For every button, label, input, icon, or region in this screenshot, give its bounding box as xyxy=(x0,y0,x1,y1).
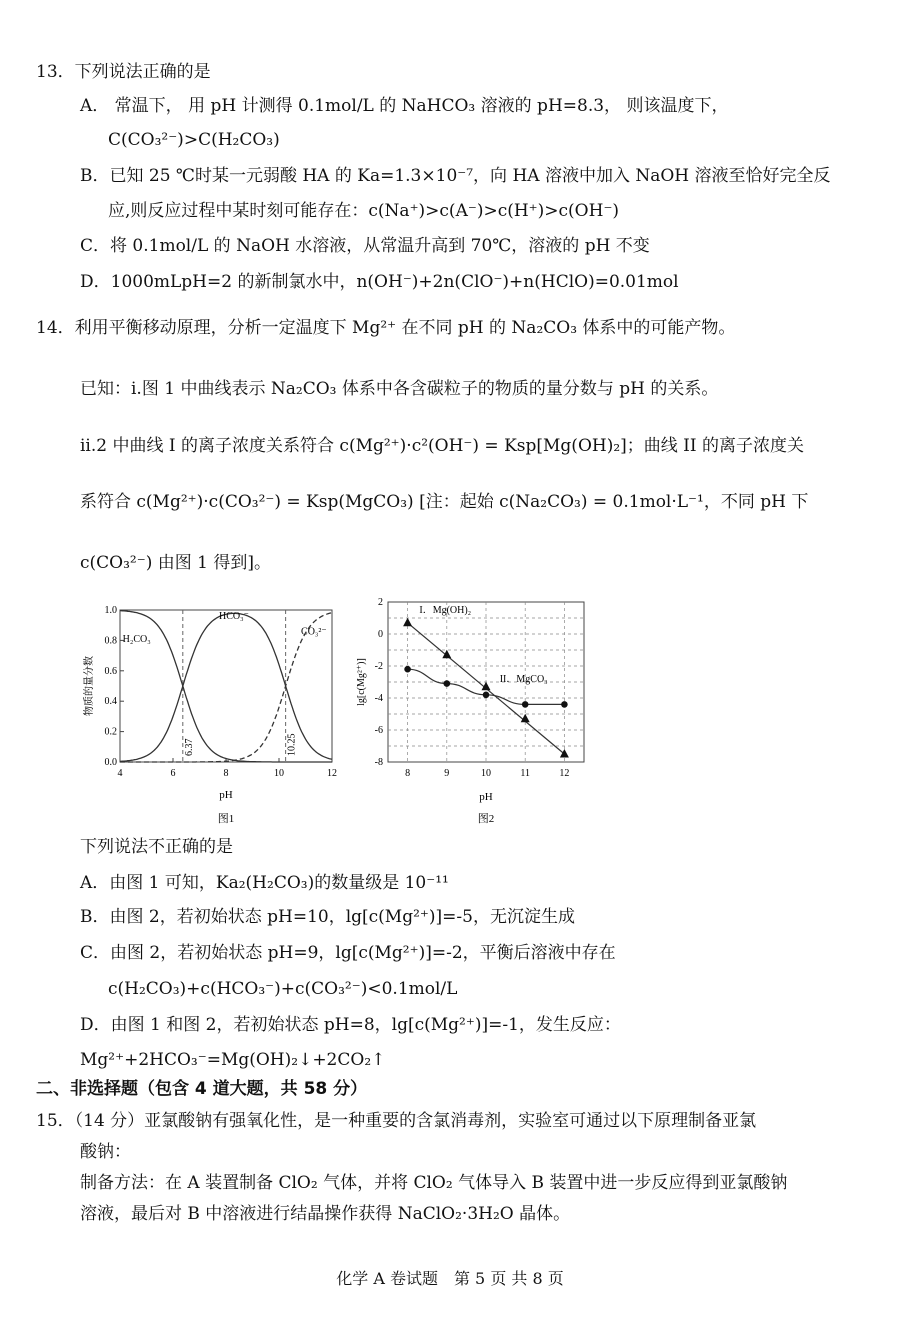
fig1-series-label: H₂CO₃ xyxy=(122,633,151,645)
q13-option-b-cont: 应,则反应过程中某时刻可能存在：c(Na⁺)>c(A⁻)>c(H⁺)>c(OH⁻) xyxy=(108,201,620,221)
fig1-y-tick-label: 0.2 xyxy=(104,726,117,738)
q14-option-a: A．由图 1 可知，Ka₂(H₂CO₃)的数量级是 10⁻¹¹ xyxy=(80,873,449,893)
q14-option-d: D．由图 1 和图 2，若初始状态 pH=8，lg[c(Mg²⁺)]=-1，发生反应： xyxy=(80,1015,621,1035)
fig1-y-tick-label: 1.0 xyxy=(104,605,117,616)
fig1-x-tick-label: 6 xyxy=(170,768,176,779)
q14-option-c-cont: c(H₂CO₃)+c(HCO₃⁻)+c(CO₃²⁻)<0.1mol/L xyxy=(108,979,458,999)
q15-line-3: 制备方法：在 A 装置制备 ClO₂ 气体，并将 ClO₂ 气体导入 B 装置中进一步反应得到亚氯酸钠 xyxy=(80,1173,788,1193)
fig2-triangle-point xyxy=(442,650,451,659)
q14-known-3: 系符合 c(Mg²⁺)·c(CO₃²⁻) = Ksp(MgCO₃) [注：起始 c(Na₂CO₃) = 0.1mol·L⁻¹，不同 pH 下 xyxy=(80,492,809,512)
fig1-ylabel: 物质的量分数 xyxy=(84,656,95,716)
fig2-circle-point xyxy=(483,692,490,699)
fig2-circle-point xyxy=(404,666,411,673)
fig2-circle-point xyxy=(561,701,568,708)
fig2-circle-point xyxy=(522,701,529,708)
fig2-ylabel: lg[c(Mg²⁺)] xyxy=(356,658,367,706)
figure-2-mg-concentration-chart xyxy=(352,594,592,830)
fig1-y-tick-label: 0.0 xyxy=(104,757,117,768)
fig2-x-tick-label: 10 xyxy=(481,768,491,779)
q13-option-c: C．将 0.1mol/L 的 NaOH 水溶液，从常温升高到 70℃，溶液的 pH 不变 xyxy=(80,236,650,256)
q13-option-b: B．已知 25 ℃时某一元弱酸 HA 的 Ka=1.3×10⁻⁷，向 HA 溶液中加入 NaOH 溶液至恰好完全反 xyxy=(80,166,831,186)
fig2-triangle-point xyxy=(403,618,412,627)
fig1-pka-label: 10.25 xyxy=(286,733,298,756)
figure-1-species-fraction-chart xyxy=(78,598,358,830)
fig2-series-label: II．MgCO₃ xyxy=(499,674,548,685)
fig2-y-tick-label: 2 xyxy=(378,597,383,608)
q13-option-a: A． 常温下， 用 pH 计测得 0.1mol/L 的 NaHCO₃ 溶液的 pH=8.3， 则该温度下， xyxy=(80,96,729,116)
fig2-x-tick-label: 9 xyxy=(444,768,450,779)
fig2-series-label: I．Mg(OH)₂ xyxy=(419,605,472,617)
q14-option-d-cont: Mg²⁺+2HCO₃⁻=Mg(OH)₂↓+2CO₂↑ xyxy=(80,1050,386,1070)
fig1-y-tick-label: 0.6 xyxy=(104,665,117,677)
fig1-y-tick-label: 0.8 xyxy=(104,635,117,647)
q15-line-2: 酸钠： xyxy=(80,1142,131,1162)
fig2-y-tick-label: 0 xyxy=(378,629,383,640)
fig2-xlabel: pH xyxy=(479,791,493,803)
fig1-xlabel: pH xyxy=(219,789,233,801)
fig2-y-tick-label: -8 xyxy=(374,757,383,768)
fig1-x-tick-label: 4 xyxy=(117,768,123,779)
q14-known-1: 已知：i.图 1 中曲线表示 Na₂CO₃ 体系中各含碳粒子的物质的量分数与 pH 的关系。 xyxy=(80,379,719,399)
section-2-heading: 二、非选择题（包含 4 道大题，共 58 分） xyxy=(36,1079,368,1099)
fig1-caption: 图1 xyxy=(217,813,235,825)
fig2-x-tick-label: 12 xyxy=(559,768,570,779)
q14-ask: 下列说法不正确的是 xyxy=(80,837,233,857)
q15-line-1: 15．（14 分）亚氯酸钠有强氧化性，是一种重要的含氯消毒剂，实验室可通过以下原理制备亚氯 xyxy=(36,1111,757,1131)
q14-known-4: c(CO₃²⁻) 由图 1 得到]。 xyxy=(80,553,271,573)
fig1-y-tick-label: 0.4 xyxy=(104,696,117,708)
fig2-circle-point xyxy=(444,680,451,687)
fig2-x-tick-label: 8 xyxy=(405,768,411,779)
page-footer: 化学 A 卷试题 第 5 页 共 8 页 xyxy=(336,1269,564,1288)
q15-line-4: 溶液，最后对 B 中溶液进行结晶操作获得 NaClO₂·3H₂O 晶体。 xyxy=(80,1204,571,1224)
q14-stem: 14．利用平衡移动原理，分析一定温度下 Mg²⁺ 在不同 pH 的 Na₂CO₃ 体系中的可能产物。 xyxy=(36,318,736,338)
q13-option-a-cont: C(CO₃²⁻)>C(H₂CO₃) xyxy=(108,130,280,150)
q14-option-b: B．由图 2，若初始状态 pH=10，lg[c(Mg²⁺)]=-5，无沉淀生成 xyxy=(80,907,575,927)
q13-option-d: D．1000mLpH=2 的新制氯水中，n(OH⁻)+2n(ClO⁻)+n(HClO)=0.01mol xyxy=(80,272,679,292)
fig1-x-tick-label: 10 xyxy=(274,768,284,779)
fig1-x-tick-label: 12 xyxy=(327,768,337,779)
fig1-x-tick-label: 8 xyxy=(223,768,229,779)
q14-known-2: ii.2 中曲线 I 的离子浓度关系符合 c(Mg²⁺)·c²(OH⁻) = Ksp[Mg(OH)₂]；曲线 II 的离子浓度关 xyxy=(80,436,805,456)
fig2-x-tick-label: 11 xyxy=(520,768,531,779)
fig2-y-tick-label: -4 xyxy=(374,693,383,704)
fig1-pka-label: 6.37 xyxy=(183,738,195,756)
q14-option-c: C．由图 2，若初始状态 pH=9，lg[c(Mg²⁺)]=-2，平衡后溶液中存在 xyxy=(80,943,616,963)
fig2-caption: 图2 xyxy=(477,813,495,825)
fig1-series-label: CO₃²⁻ xyxy=(301,626,327,638)
fig2-y-tick-label: -2 xyxy=(374,661,383,672)
fig1-series-label: HCO₃⁻ xyxy=(219,611,249,623)
fig2-y-tick-label: -6 xyxy=(374,725,383,736)
q13-stem: 13．下列说法正确的是 xyxy=(36,62,211,82)
fig2-triangle-point xyxy=(560,749,569,758)
